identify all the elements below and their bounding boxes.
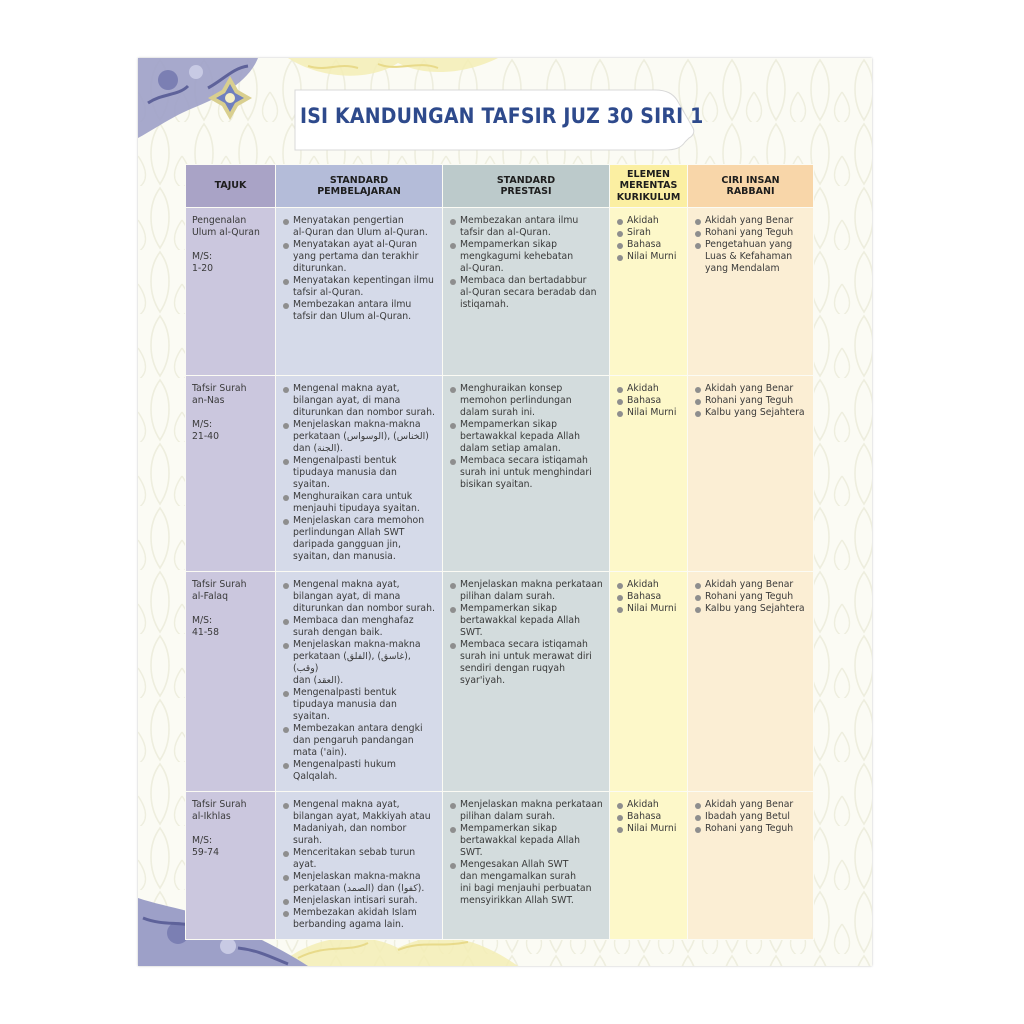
standard-prestasi-list [449,799,603,907]
list-item: Mengenal makna ayat, bilangan ayat, di mana diturunkan dan nombor surah. [282,383,436,419]
list-item: Bahasa [616,239,681,251]
ciri-insan-rabbani-cell [688,376,814,572]
page-range-label: M/S: [192,615,213,626]
list-item: Menyatakan kepentingan ilmu tafsir al-Quran. [282,275,436,299]
list-item: Mempamerkan sikap bertawakkal kepada Allah dalam setiap amalan. [449,419,603,455]
list-item: Bahasa [616,395,681,407]
list-item: Menghuraikan cara untuk menjauhi tipudaya syaitan. [282,491,436,515]
list-item: Nilai Murni [616,603,681,615]
topic-cell [186,376,276,572]
list-item: Akidah yang Benar [694,215,807,227]
standard-pembelajaran-cell [276,572,443,792]
list-item: Membezakan akidah Islam berbanding agama lain. [282,907,436,931]
list-item: Bahasa [616,591,681,603]
list-item: Menjelaskan intisari surah. [282,895,436,907]
ciri-insan-rabbani-list [694,799,807,835]
list-item: Menjelaskan makna-makna perkataan (الوسواس), (الخناس) dan (الجنة). [282,419,436,455]
page-range-label: M/S: [192,419,213,430]
list-item: Akidah yang Benar [694,383,807,395]
list-item: Membaca secara istiqamah surah ini untuk merawat diri sendiri dengan ruqyah syar'iyah. [449,639,603,687]
list-item: Mengesakan Allah SWT dan mengamalkan surah ini bagi menjauhi perbuatan mensyirikkan Allah SWT. [449,859,603,907]
list-item: Mempamerkan sikap bertawakkal kepada Allah SWT. [449,823,603,859]
standard-prestasi-list [449,579,603,687]
header-ciri-insan-rabbani: CIRI INSAN RABBANI [688,165,814,208]
list-item: Rohani yang Teguh [694,591,807,603]
list-item: Akidah [616,579,681,591]
topic-cell [186,792,276,940]
page-range-value: 1-20 [192,263,214,274]
list-item: Kalbu yang Sejahtera [694,603,807,615]
list-item: Menjelaskan makna-makna perkataan (الفلق), (غاسق), (وقب) dan (العقد). [282,639,436,687]
list-item: Rohani yang Teguh [694,395,807,407]
ciri-insan-rabbani-cell [688,208,814,376]
content-table [185,164,814,940]
topic-title: Tafsir Surah al-Ikhlas [192,799,247,822]
elemen-merentas-kurikulum-list [616,383,681,419]
list-item: Mengenal makna ayat, bilangan ayat, di mana diturunkan dan nombor surah. [282,579,436,615]
list-item: Pengetahuan yang Luas & Kefahaman yang Mendalam [694,239,807,275]
list-item: Menyatakan pengertian al-Quran dan Ulum al-Quran. [282,215,436,239]
elemen-merentas-kurikulum-cell [610,792,688,940]
page-range [192,419,269,443]
list-item: Mengenal makna ayat, bilangan ayat, Makkiyah atau Madaniyah, dan nombor surah. [282,799,436,847]
list-item: Kalbu yang Sejahtera [694,407,807,419]
list-item: Mempamerkan sikap bertawakkal kepada Allah SWT. [449,603,603,639]
standard-pembelajaran-list [282,799,436,931]
page-title: ISI KANDUNGAN TAFSIR JUZ 30 SIRI 1 [300,104,704,128]
header-tajuk: TAJUK [186,165,276,208]
table-row [186,208,814,376]
standard-prestasi-cell [443,376,610,572]
elemen-merentas-kurikulum-list [616,215,681,263]
page-range-value: 21-40 [192,431,220,442]
page-range-label: M/S: [192,835,213,846]
list-item: Rohani yang Teguh [694,227,807,239]
list-item: Membezakan antara dengki dan pengaruh pandangan mata ('ain). [282,723,436,759]
list-item: Menyatakan ayat al-Quran yang pertama dan terakhir diturunkan. [282,239,436,275]
list-item: Menceritakan sebab turun ayat. [282,847,436,871]
header-elemen-merentas-kurikulum: ELEMEN MERENTAS KURIKULUM [610,165,688,208]
elemen-merentas-kurikulum-list [616,799,681,835]
standard-pembelajaran-list [282,383,436,563]
standard-prestasi-list [449,215,603,311]
header-row [186,165,814,208]
standard-pembelajaran-cell [276,792,443,940]
ciri-insan-rabbani-cell [688,792,814,940]
standard-pembelajaran-list [282,215,436,323]
list-item: Rohani yang Teguh [694,823,807,835]
standard-prestasi-cell [443,792,610,940]
topic-title: Tafsir Surah al-Falaq [192,579,247,602]
page-range-label: M/S: [192,251,213,262]
list-item: Menjelaskan makna perkataan pilihan dalam surah. [449,799,603,823]
list-item: Menjelaskan makna perkataan pilihan dalam surah. [449,579,603,603]
ciri-insan-rabbani-list [694,215,807,275]
list-item: Mempamerkan sikap mengkagumi kehebatan al-Quran. [449,239,603,275]
list-item: Bahasa [616,811,681,823]
list-item: Membezakan antara ilmu tafsir dan al-Quran. [449,215,603,239]
ciri-insan-rabbani-list [694,579,807,615]
ciri-insan-rabbani-list [694,383,807,419]
list-item: Akidah [616,383,681,395]
standard-prestasi-cell [443,572,610,792]
list-item: Sirah [616,227,681,239]
elemen-merentas-kurikulum-cell [610,208,688,376]
list-item: Nilai Murni [616,823,681,835]
page-range [192,251,269,275]
header-standard-prestasi: STANDARD PRESTASI [443,165,610,208]
standard-prestasi-list [449,383,603,491]
list-item: Ibadah yang Betul [694,811,807,823]
standard-prestasi-cell [443,208,610,376]
list-item: Akidah [616,215,681,227]
page-range-value: 59-74 [192,847,220,858]
elemen-merentas-kurikulum-cell [610,572,688,792]
list-item: Membaca dan bertadabbur al-Quran secara beradab dan istiqamah. [449,275,603,311]
table-row [186,376,814,572]
list-item: Mengenalpasti bentuk tipudaya manusia dan syaitan. [282,687,436,723]
topic-cell [186,572,276,792]
list-item: Nilai Murni [616,407,681,419]
page-range [192,615,269,639]
topic-title: Tafsir Surah an-Nas [192,383,247,406]
list-item: Akidah yang Benar [694,579,807,591]
page-range [192,835,269,859]
list-item: Membezakan antara ilmu tafsir dan Ulum al-Quran. [282,299,436,323]
ciri-insan-rabbani-cell [688,572,814,792]
standard-pembelajaran-cell [276,208,443,376]
standard-pembelajaran-cell [276,376,443,572]
elemen-merentas-kurikulum-cell [610,376,688,572]
list-item: Menjelaskan cara memohon perlindungan Allah SWT daripada gangguan jin, syaitan, dan manusia. [282,515,436,563]
topic-title: Pengenalan Ulum al-Quran [192,215,260,238]
list-item: Membaca dan menghafaz surah dengan baik. [282,615,436,639]
table-row [186,792,814,940]
list-item: Menjelaskan makna-makna perkataan (الصمد) dan (كفوا). [282,871,436,895]
standard-pembelajaran-list [282,579,436,783]
list-item: Nilai Murni [616,251,681,263]
list-item: Membaca secara istiqamah surah ini untuk menghindari bisikan syaitan. [449,455,603,491]
list-item: Akidah yang Benar [694,799,807,811]
list-item: Akidah [616,799,681,811]
list-item: Mengenalpasti hukum Qalqalah. [282,759,436,783]
header-standard-pembelajaran: STANDARD PEMBELAJARAN [276,165,443,208]
elemen-merentas-kurikulum-list [616,579,681,615]
list-item: Mengenalpasti bentuk tipudaya manusia dan syaitan. [282,455,436,491]
topic-cell [186,208,276,376]
list-item: Menghuraikan konsep memohon perlindungan dalam surah ini. [449,383,603,419]
table-row [186,572,814,792]
page-range-value: 41-58 [192,627,220,638]
